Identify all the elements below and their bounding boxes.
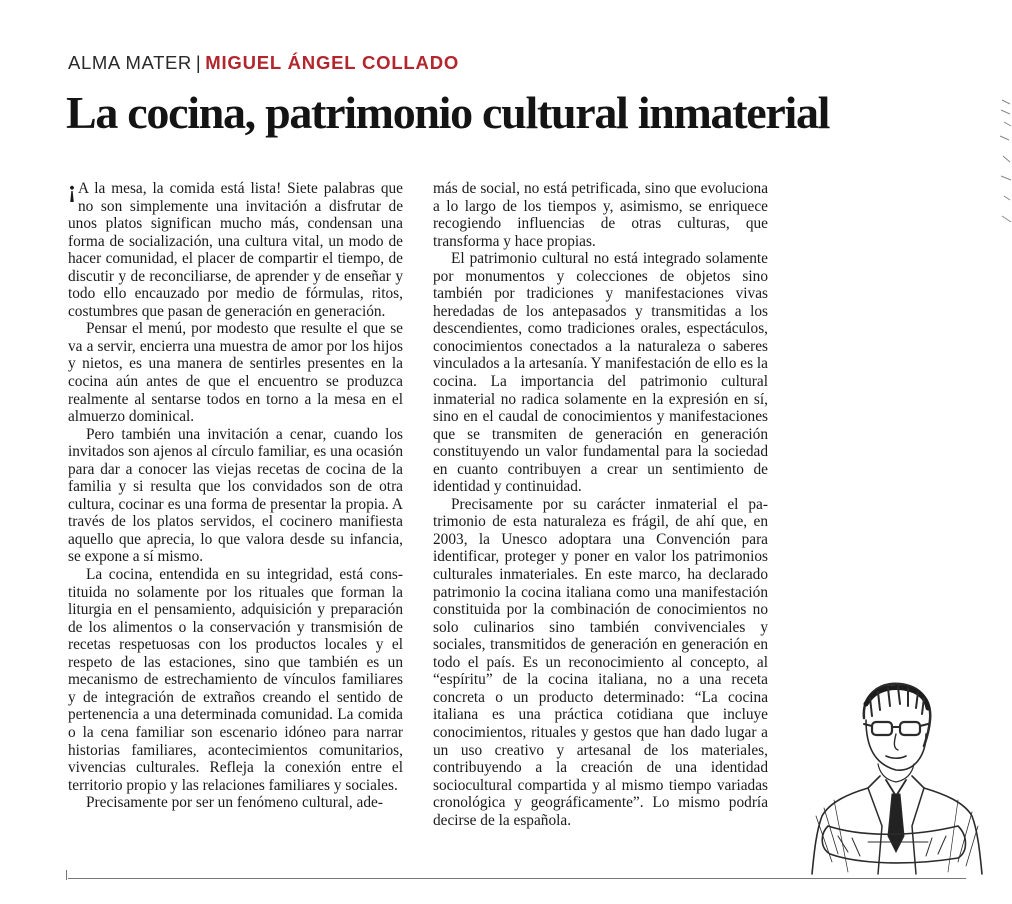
author-portrait-sketch-icon (808, 676, 986, 876)
section-header (68, 52, 459, 74)
section-name: ALMA MATER (68, 52, 192, 73)
bottom-rule (68, 878, 966, 879)
article-headline: La cocina, patrimonio cultural inmaterial (66, 87, 830, 138)
adjacent-article-edge-sketch-icon (998, 96, 1012, 236)
opening-exclamation-mark: ¡ (68, 177, 76, 203)
column-rule-tick (66, 870, 67, 880)
paragraph-6: El patrimonio cultural no está integrado solamente por monumentos y colecciones de objetos sino también por tradiciones y manifestaciones vivas heredadas de los antepasados y transmitidas a los descendientes, como tradiciones orales, espectáculos, conocimientos conectados a la naturaleza o saberes vinculados a la artesanía. Y manifestación de ello es la cocina. La importancia del patrimonio cultural inmaterial no radica solamente en la expresión en sí, sino en el caudal de conocimientos y manifestaciones que se transmiten de generación en generación constituyendo un valor fundamental para la sociedad en cuanto contribuyen a crear un sentimiento de identidad y continuidad. (433, 250, 768, 496)
header-separator: | (195, 52, 202, 73)
paragraph-2: Pensar el menú, por modesto que resulte el que se va a servir, encierra una muestra de amor por los hijos y nietos, es una manera de sentirles presentes en la cocina aún antes de que el encuentro se produzca realmente al sentarse todos en torno a la mesa en el almuerzo dominical. (68, 320, 403, 426)
paragraph-4: La cocina, entendida en su integridad, está constituida no solamente por los rituales que forman la liturgia en el pensamiento, adquisición y preparación de los alimentos o la conservación y transmisión de recetas respetuosas con los productos locales y el respeto de las estaciones, sino que también es un mecanismo de estrechamiento de vínculos familiares y de integración de extraños creando el sentido de pertenencia a una determinada comunidad. La comida o la cena familiar son escenario idóneo para narrar historias familiares, acontecimientos comunitarios, vivencias culturales. Refleja la conexión entre el territorio propio y las relaciones familiares y sociales. (68, 566, 403, 794)
author-name: MIGUEL ÁNGEL COLLADO (205, 52, 460, 73)
paragraph-1 (68, 177, 403, 320)
article-column-right (433, 180, 768, 829)
paragraph-5-continued: más de social, no está petrificada, sino que evoluciona a lo largo de los tiempos y, asimismo, se enriquece recogiendo influencias de otras culturas, que transforma y hace propias. (433, 180, 768, 250)
article-column-left (68, 177, 403, 812)
paragraph-5: Precisamente por ser un fenómeno cultural, ade- (86, 794, 383, 812)
paragraph-1-text: A la mesa, la comida está lista! Siete palabras que no son simplemente una invitación a disfrutar de unos platos significan mucho más, condensan una forma de socialización, una cultura vital, un modo de hacer comunidad, el placer de compartir el tiempo, de discutir y de reconciliarse, de aprender y de enseñar y todo ello encauzado por medio de fórmulas, ritos, costumbres que pasan de generación en generación. (68, 180, 403, 320)
paragraph-3: Pero también una invitación a cenar, cuando los invitados son ajenos al círculo familiar, es una ocasión para dar a conocer las viejas recetas de cocina de la familia y si resulta que los convidados son de otra cultura, cocinar es una forma de presentar la propia. A través de los platos servidos, el cocinero manifiesta aquello que aprecia, lo que valora desde su infancia, se expone a sí mismo. (68, 425, 403, 566)
paragraph-7: Precisamente por su carácter inmaterial el patrimonio de esta naturaleza es frágil, de ahí que, en 2003, la Unesco adoptara una Convención para identificar, proteger y poner en valor los patrimonios culturales inmateriales. En este marco, ha declarado patrimonio la cocina italiana como una manifestación constituida por la combinación de conocimientos no solo culinarios sino también convivenciales y sociales, transmitidos de generación en generación en todo el país. Es un reconocimiento al concepto, al “espíritu” de la cocina italiana, no a una receta concreta o un producto determinado: “La cocina italiana es una práctica cotidiana que incluye conocimientos, rituales y gestos que han dado lugar a un uso creativo y artesanal de los materiales, contribuyendo a la creación de una identidad sociocultural compartida y al mismo tiempo variadas cronológica y geográficamente”. Lo mismo podría decirse de la española. (433, 495, 768, 829)
